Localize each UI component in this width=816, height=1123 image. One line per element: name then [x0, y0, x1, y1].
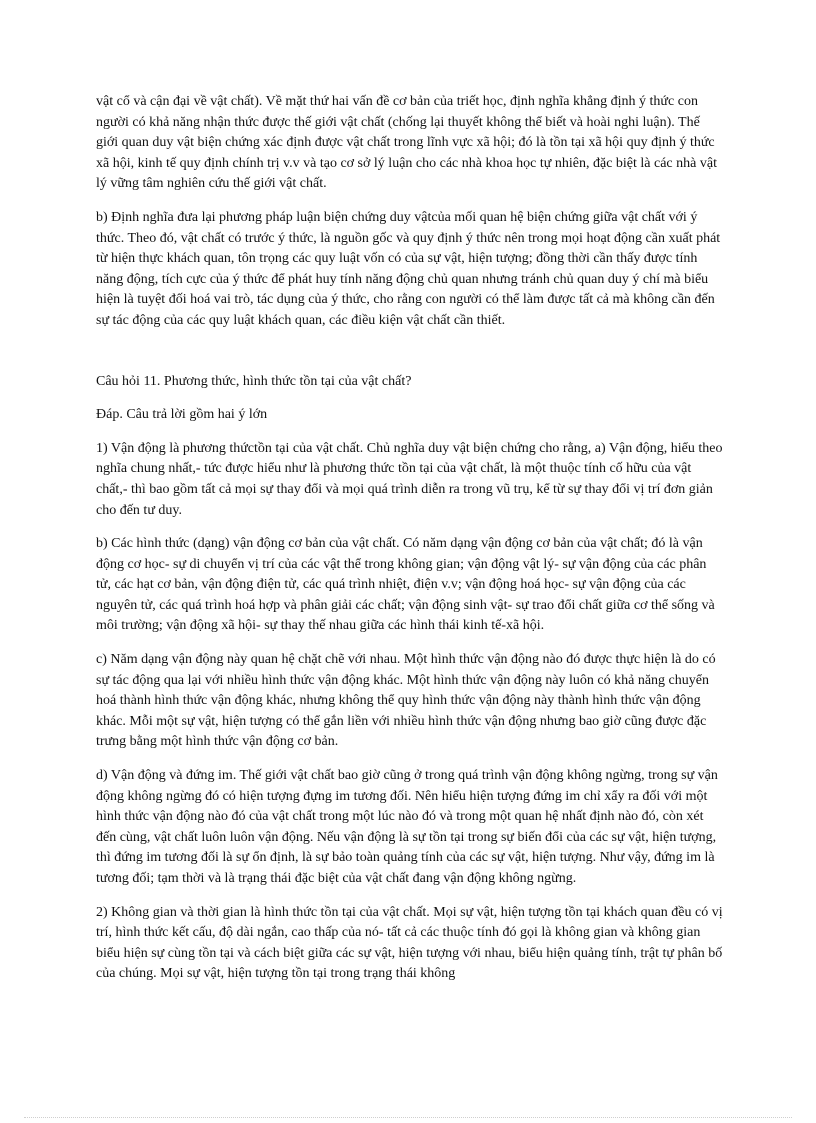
paragraph-motion-relations-c: c) Năm dạng vận động này quan hệ chặt chẽ với nhau. Một hình thức vận động nào đó được thực hiện là do có sự tác động qua lại với nhiều hình thức vận động khác. Một hình thức vận động này luôn có khả năng chuyển hoá thành hình thức vận động khác, nhưng không thể quy hình thức vận động này thành hình thức vận động khác. Mỗi một sự vật, hiện tượng có thể gắn liền với nhiều hình thức vận động nhưng bao giờ cũng được đặc trưng bằng một hình thức vận động cơ bản.: [96, 652, 716, 750]
question-11-heading: Câu hỏi 11. Phương thức, hình thức tồn tại của vật chất?: [96, 373, 412, 389]
paragraph-methodology-b: b) Định nghĩa đưa lại phương pháp luận biện chứng duy vậtcủa mối quan hệ biện chứng giữa vật chất với ý thức. Theo đó, vật chất có trước ý thức, là nguồn gốc và quy định ý thức nên trong mọi hoạt động cần xuất phát từ hiện thực khách quan, tôn trọng các quy luật vốn có của sự vật, hiện tượng; đồng thời cần thấy được tính năng động, tích cực của ý thức để phát huy tính năng động chủ quan nhưng tránh chủ quan duy ý chí mà biểu hiện là tuyệt đối hoá vai trò, tác dụng của ý thức, cho rằng con người có thể làm được tất cả mà không cần đến sự tác động của các quy luật khách quan, các điều kiện vật chất cần thiết.: [96, 209, 721, 328]
paragraph-space-time-2: 2) Không gian và thời gian là hình thức tồn tại của vật chất. Mọi sự vật, hiện tượng tồn tại khách quan đều có vị trí, hình thức kết cấu, độ dài ngắn, cao thấp của nó- tất cả các thuộc tính đó gọi là không gian và không gian biểu hiện sự cùng tồn tại và cách biệt giữa các sự vật, hiện tượng với nhau, biểu hiện quảng tính, trật tự phân bố của chúng. Mọi sự vật, hiện tượng tồn tại trong trạng thái không: [96, 904, 723, 982]
document-body: [96, 92, 724, 998]
paragraph-materialism-definition-continued: vật cổ và cận đại về vật chất). Về mặt thứ hai vấn đề cơ bản của triết học, định nghĩa khẳng định ý thức con người có khả năng nhận thức được thế giới vật chất (chống lại thuyết không thể biết và hoài nghi luận). Thế giới quan duy vật biện chứng xác định được vật chất trong lĩnh vực xã hội; đó là tồn tại xã hội quy định ý thức xã hội, kinh tế quy định chính trị v.v và tạo cơ sở lý luận cho các nhà khoa học tự nhiên, đặc biệt là các nhà vật lý vững tâm nghiên cứu thế giới vật chất.: [96, 94, 717, 192]
answer-intro: Đáp. Câu trả lời gồm hai ý lớn: [96, 407, 268, 423]
paragraph-motion-rest-d: d) Vận động và đứng im. Thế giới vật chất bao giờ cũng ở trong quá trình vận động không ngừng, trong sự vận động không ngừng đó có hiện tượng đựng im tương đối. Nên hiểu hiện tượng đứng im chỉ xẩy ra đối với một hình thức vận động nào đó của vật chất trong một lúc nào đó và trong một quan hệ nhất định nào đó, còn xét đến cùng, vật chất luôn luôn vận động. Nếu vận động là sự tồn tại trong sự biến đổi của các sự vật, hiện tượng, thì đứng im tương đối là sự ổn định, là sự bảo toàn quảng tính của các sự vật, hiện tượng. Như vậy, đứng im là tương đối; tạm thời và là trạng thái đặc biệt của vật chất đang vận động không ngừng.: [96, 768, 718, 886]
page-bottom-divider: [24, 1117, 792, 1118]
paragraph-motion-1: 1) Vận động là phương thứctồn tại của vật chất. Chủ nghĩa duy vật biện chứng cho rằng, a) Vận động, hiểu theo nghĩa chung nhất,- tức được hiểu như là phương thức tồn tại của vật chất, là một thuộc tính cố hữu của vật chất,- thì bao gồm tất cả mọi sự thay đổi và mọi quá trình diễn ra trong vũ trụ, kể từ sự thay đổi vị trí đơn giản cho đến tư duy.: [96, 440, 723, 518]
paragraph-motion-forms-b: b) Các hình thức (dạng) vận động cơ bản của vật chất. Có năm dạng vận động cơ bản của vật chất; đó là vận động cơ học- sự di chuyển vị trí của các vật thể trong không gian; vận động vật lý- sự vận động của các phân tử, các hạt cơ bản, vận động điện tử, các quá trình nhiệt, điện v.v; vận động hoá học- sự vận động của các nguyên tử, các quá trình hoá hợp và phân giải các chất; vận động sinh vật- sự trao đổi chất giữa cơ thể sống và môi trường; vận động xã hội- sự thay thế nhau giữa các hình thái kinh tế-xã hội.: [96, 536, 715, 634]
